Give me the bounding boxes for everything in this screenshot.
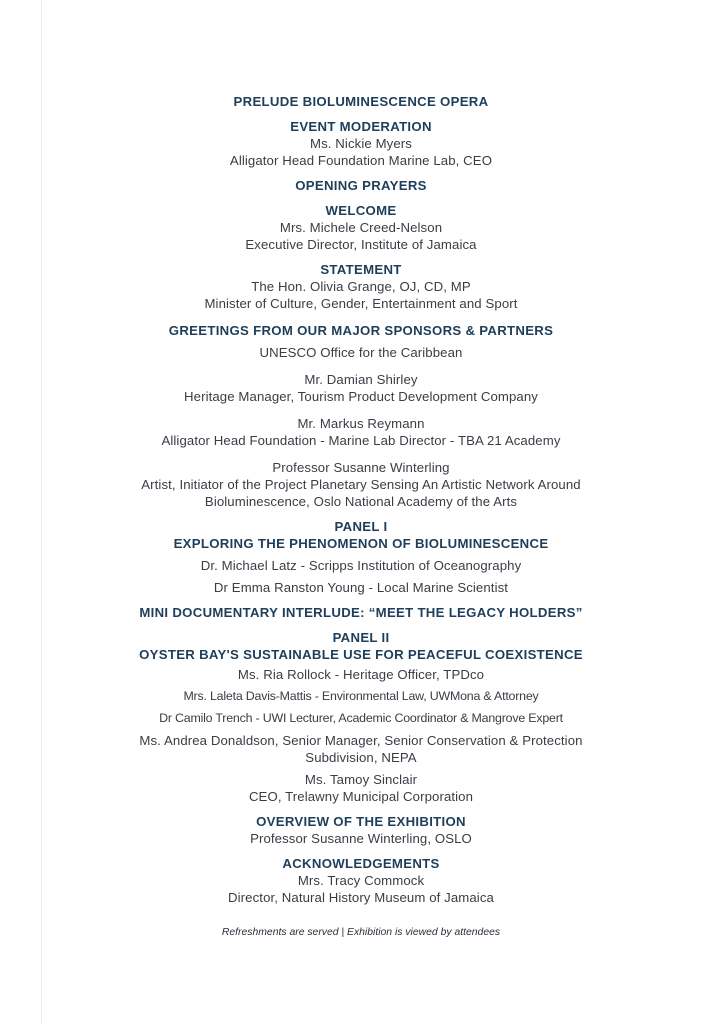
- statement-heading: STATEMENT: [320, 262, 402, 277]
- moderation-name: Ms. Nickie Myers: [310, 136, 412, 151]
- exhibition-name: Professor Susanne Winterling, OSLO: [250, 831, 472, 846]
- statement-name: The Hon. Olivia Grange, OJ, CD, MP: [251, 279, 471, 294]
- shirley-name: Mr. Damian Shirley: [304, 372, 418, 387]
- panel-2-speaker-3: Dr Camilo Trench - UWI Lecturer, Academic Coordinator & Mangrove Expert: [159, 711, 563, 725]
- panel-1-title: EXPLORING THE PHENOMENON OF BIOLUMINESCENCE: [173, 536, 549, 551]
- reymann-role: Alligator Head Foundation - Marine Lab Director - TBA 21 Academy: [161, 433, 561, 448]
- opening-prayers-heading: OPENING PRAYERS: [295, 178, 427, 193]
- panel-2-title: OYSTER BAY'S SUSTAINABLE USE FOR PEACEFUL COEXISTENCE: [139, 647, 583, 662]
- acknowledgements-name: Mrs. Tracy Commock: [297, 873, 425, 888]
- panel-2-speaker-5-name: Ms. Tamoy Sinclair: [304, 772, 418, 787]
- exhibition-heading: OVERVIEW OF THE EXHIBITION: [256, 814, 466, 829]
- panel-2-speaker-4-line-2: Subdivision, NEPA: [305, 750, 417, 765]
- acknowledgements-heading: ACKNOWLEDGEMENTS: [282, 856, 440, 871]
- panel-2-heading: PANEL II: [332, 630, 390, 645]
- footer-note: Refreshments are served | Exhibition is viewed by attendees: [221, 927, 501, 938]
- greetings-heading: GREETINGS FROM OUR MAJOR SPONSORS & PARTNERS: [168, 323, 554, 338]
- panel-2-speaker-1: Ms. Ria Rollock - Heritage Officer, TPDco: [237, 667, 485, 682]
- event-program: [0, 93, 722, 906]
- documentary-heading: MINI DOCUMENTARY INTERLUDE: “MEET THE LEGACY HOLDERS”: [139, 605, 583, 620]
- panel-2-speaker-4-line-1: Ms. Andrea Donaldson, Senior Manager, Senior Conservation & Protection: [139, 733, 583, 748]
- greetings-unesco: UNESCO Office for the Caribbean: [259, 345, 463, 360]
- panel-2-speaker-5-role: CEO, Trelawny Municipal Corporation: [248, 789, 474, 804]
- welcome-role: Executive Director, Institute of Jamaica: [245, 237, 477, 252]
- welcome-name: Mrs. Michele Creed-Nelson: [279, 220, 443, 235]
- panel-1-speaker-1: Dr. Michael Latz - Scripps Institution of Oceanography: [200, 558, 522, 573]
- winterling-name: Professor Susanne Winterling: [272, 460, 450, 475]
- winterling-role-line-1: Artist, Initiator of the Project Planetary Sensing An Artistic Network Around: [141, 477, 581, 492]
- panel-1-speaker-2: Dr Emma Ranston Young - Local Marine Scientist: [213, 580, 509, 595]
- acknowledgements-role: Director, Natural History Museum of Jamaica: [228, 890, 494, 905]
- moderation-role: Alligator Head Foundation Marine Lab, CEO: [229, 153, 493, 168]
- reymann-name: Mr. Markus Reymann: [297, 416, 425, 431]
- moderation-heading: EVENT MODERATION: [290, 119, 432, 134]
- statement-role: Minister of Culture, Gender, Entertainment and Sport: [204, 296, 518, 311]
- panel-1-heading: PANEL I: [334, 519, 388, 534]
- welcome-heading: WELCOME: [325, 203, 397, 218]
- prelude-heading: PRELUDE BIOLUMINESCENCE OPERA: [233, 94, 489, 109]
- shirley-role: Heritage Manager, Tourism Product Development Company: [184, 389, 538, 404]
- winterling-role-line-2: Bioluminescence, Oslo National Academy of the Arts: [204, 494, 518, 509]
- panel-2-speaker-2: Mrs. Laleta Davis-Mattis - Environmental Law, UWMona & Attorney: [183, 689, 539, 703]
